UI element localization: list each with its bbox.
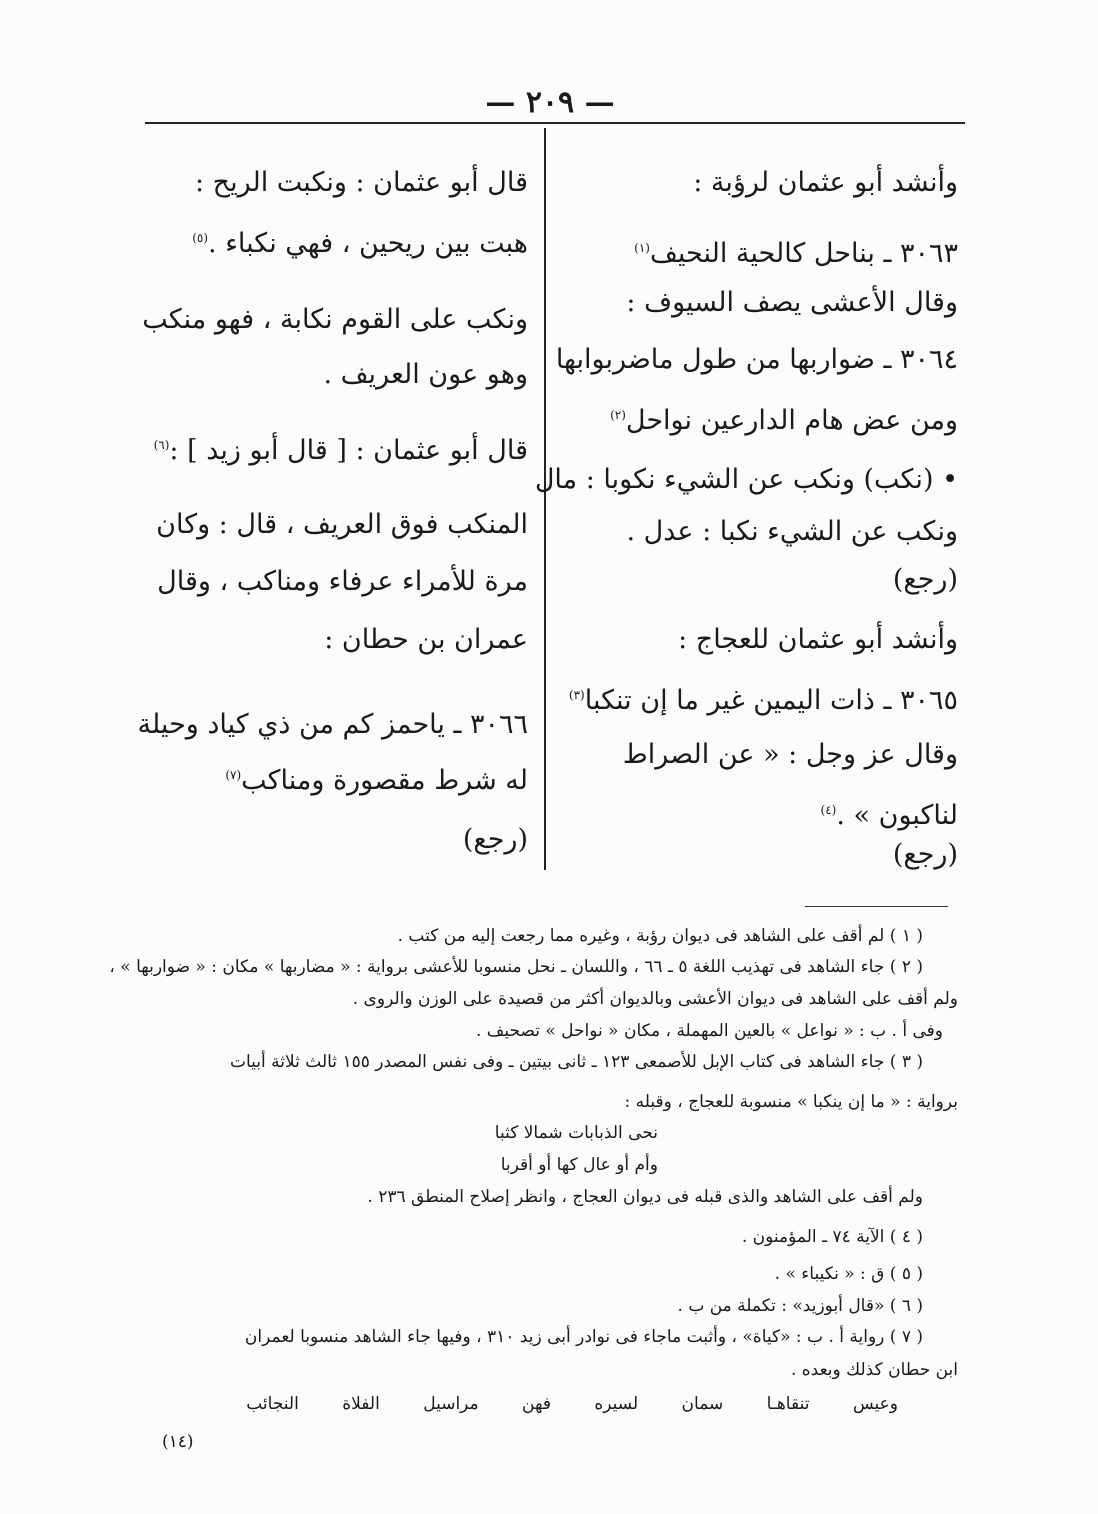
right-col-line: ونكب عن الشيء نكبا : عدل .: [626, 516, 958, 547]
left-col-line: مرة للأمراء عرفاء ومناكب ، وقال: [157, 566, 528, 597]
footnote-3: ( ٣ ) جاء الشاهد فى كتاب الإبل للأصمعى ١٢٣ ـ ثانى بيتين ـ وفى نفس المصدر ١٥٥ ثالث ثلاثة أبيات: [229, 1052, 923, 1072]
footnote-2-cont: ولم أقف على الشاهد فى ديوان الأعشى وبالديوان أكثر من قصيدة على الوزن والروى .: [352, 989, 958, 1009]
right-col-line: وقال الأعشى يصف السيوف :: [626, 287, 958, 318]
left-col-line: قال أبو عثمان : [ قال أبو زيد ] :$^{(٦)}$: [153, 435, 528, 466]
verse-3064-b: ومن عض هام الدارعين نواحل$^{(٢)}$: [610, 405, 958, 436]
left-col-line: قال أبو عثمان : ونكبت الريح :: [194, 167, 528, 198]
entry-nakb: • (نكب) ونكب عن الشيء نكوبا : مال: [534, 464, 958, 495]
footnote-3-cont: برواية : « ما إن ينكبا » منسوبة للعجاج ، وقبله :: [624, 1092, 958, 1112]
footnote-rule: [805, 906, 948, 907]
verse-3066-b: له شرط مقصورة ومناكب$^{(٧)}$: [225, 765, 528, 796]
verse-3066-a: ٣٠٦٦ ـ ياحمز كم من ذي كياد وحيلة: [137, 709, 528, 740]
verse-3064-a: ٣٠٦٤ ـ ضواربها من طول ماضربوابها: [555, 344, 958, 375]
signature-mark: (١٤): [162, 1432, 194, 1452]
footnote-4: ( ٤ ) الآية ٧٤ ـ المؤمنون .: [741, 1227, 923, 1247]
footnote-7: ( ٧ ) رواية أ . ب : «كياة» ، وأثبت ماجاء فى نوادر أبى زيد ٣١٠ ، وفيها جاء الشاهد منسوبا لعمران: [244, 1327, 923, 1347]
footnote-7-cont: ابن حطان كذلك وبعده .: [790, 1360, 958, 1380]
left-col-line: المنكب فوق العريف ، قال : وكان: [156, 509, 528, 540]
footnote-5: ( ٥ ) ق : « نكيباء » .: [774, 1264, 923, 1284]
return-marker: (رجع): [892, 564, 958, 595]
verse-3063: ٣٠٦٣ ـ بناحل كالحية النحيف$^{(١)}$: [634, 238, 958, 269]
header-rule: [145, 122, 965, 124]
footnote-verse: نحى الذبابات شمالا كثبا: [494, 1123, 658, 1143]
footnote-3-cont: ولم أقف على الشاهد والذى قبله فى ديوان العجاج ، وانظر إصلاح المنطق ٢٣٦ .: [367, 1187, 923, 1207]
left-col-line: وهو عون العريف .: [323, 359, 528, 390]
left-col-line: هبت بين ريحين ، فهي نكباء .$^{(٥)}$: [192, 228, 528, 259]
footnote-6: ( ٦ ) «قال أبوزيد» : تكملة من ب .: [677, 1296, 923, 1316]
footnote-verse: وعيس تنقاهـا سمان لسيره فهن مراسيل الفلاة النجائب: [246, 1394, 898, 1414]
footnote-verse: وأم أو عال كها أو أقربا: [500, 1155, 658, 1175]
page-number: — ٢٠٩ —: [485, 85, 615, 120]
verse-3065: ٣٠٦٥ ـ ذات اليمين غير ما إن تنكبا$^{(٣)}$: [568, 685, 958, 716]
footnote-2-cont: وفى أ . ب : « نواعل » بالعين المهملة ، مكان « نواحل » تصحيف .: [475, 1021, 943, 1041]
footnote-2: ( ٢ ) جاء الشاهد فى تهذيب اللغة ٥ ـ ٦٦ ، واللسان ـ نحل منسوبا للأعشى برواية : « مضاربها » مكان : « ضواربها » ،: [109, 957, 923, 977]
footnote-1: ( ١ ) لم أقف على الشاهد فى ديوان رؤبة ، وغيره مما رجعت إليه من كتب .: [397, 926, 923, 946]
right-col-line: وأنشد أبو عثمان للعجاج :: [678, 624, 958, 655]
return-marker: (رجع): [892, 839, 958, 870]
right-col-line: وقال عز وجل : « عن الصراط: [622, 739, 958, 770]
left-col-line: ونكب على القوم نكابة ، فهو منكب: [142, 304, 528, 335]
left-col-line: عمران بن حطان :: [324, 624, 528, 655]
right-col-line: لناكبون » .$^{(٤)}$: [820, 800, 958, 831]
return-marker: (رجع): [462, 824, 528, 855]
right-col-line: وأنشد أبو عثمان لرؤبة :: [693, 167, 958, 198]
